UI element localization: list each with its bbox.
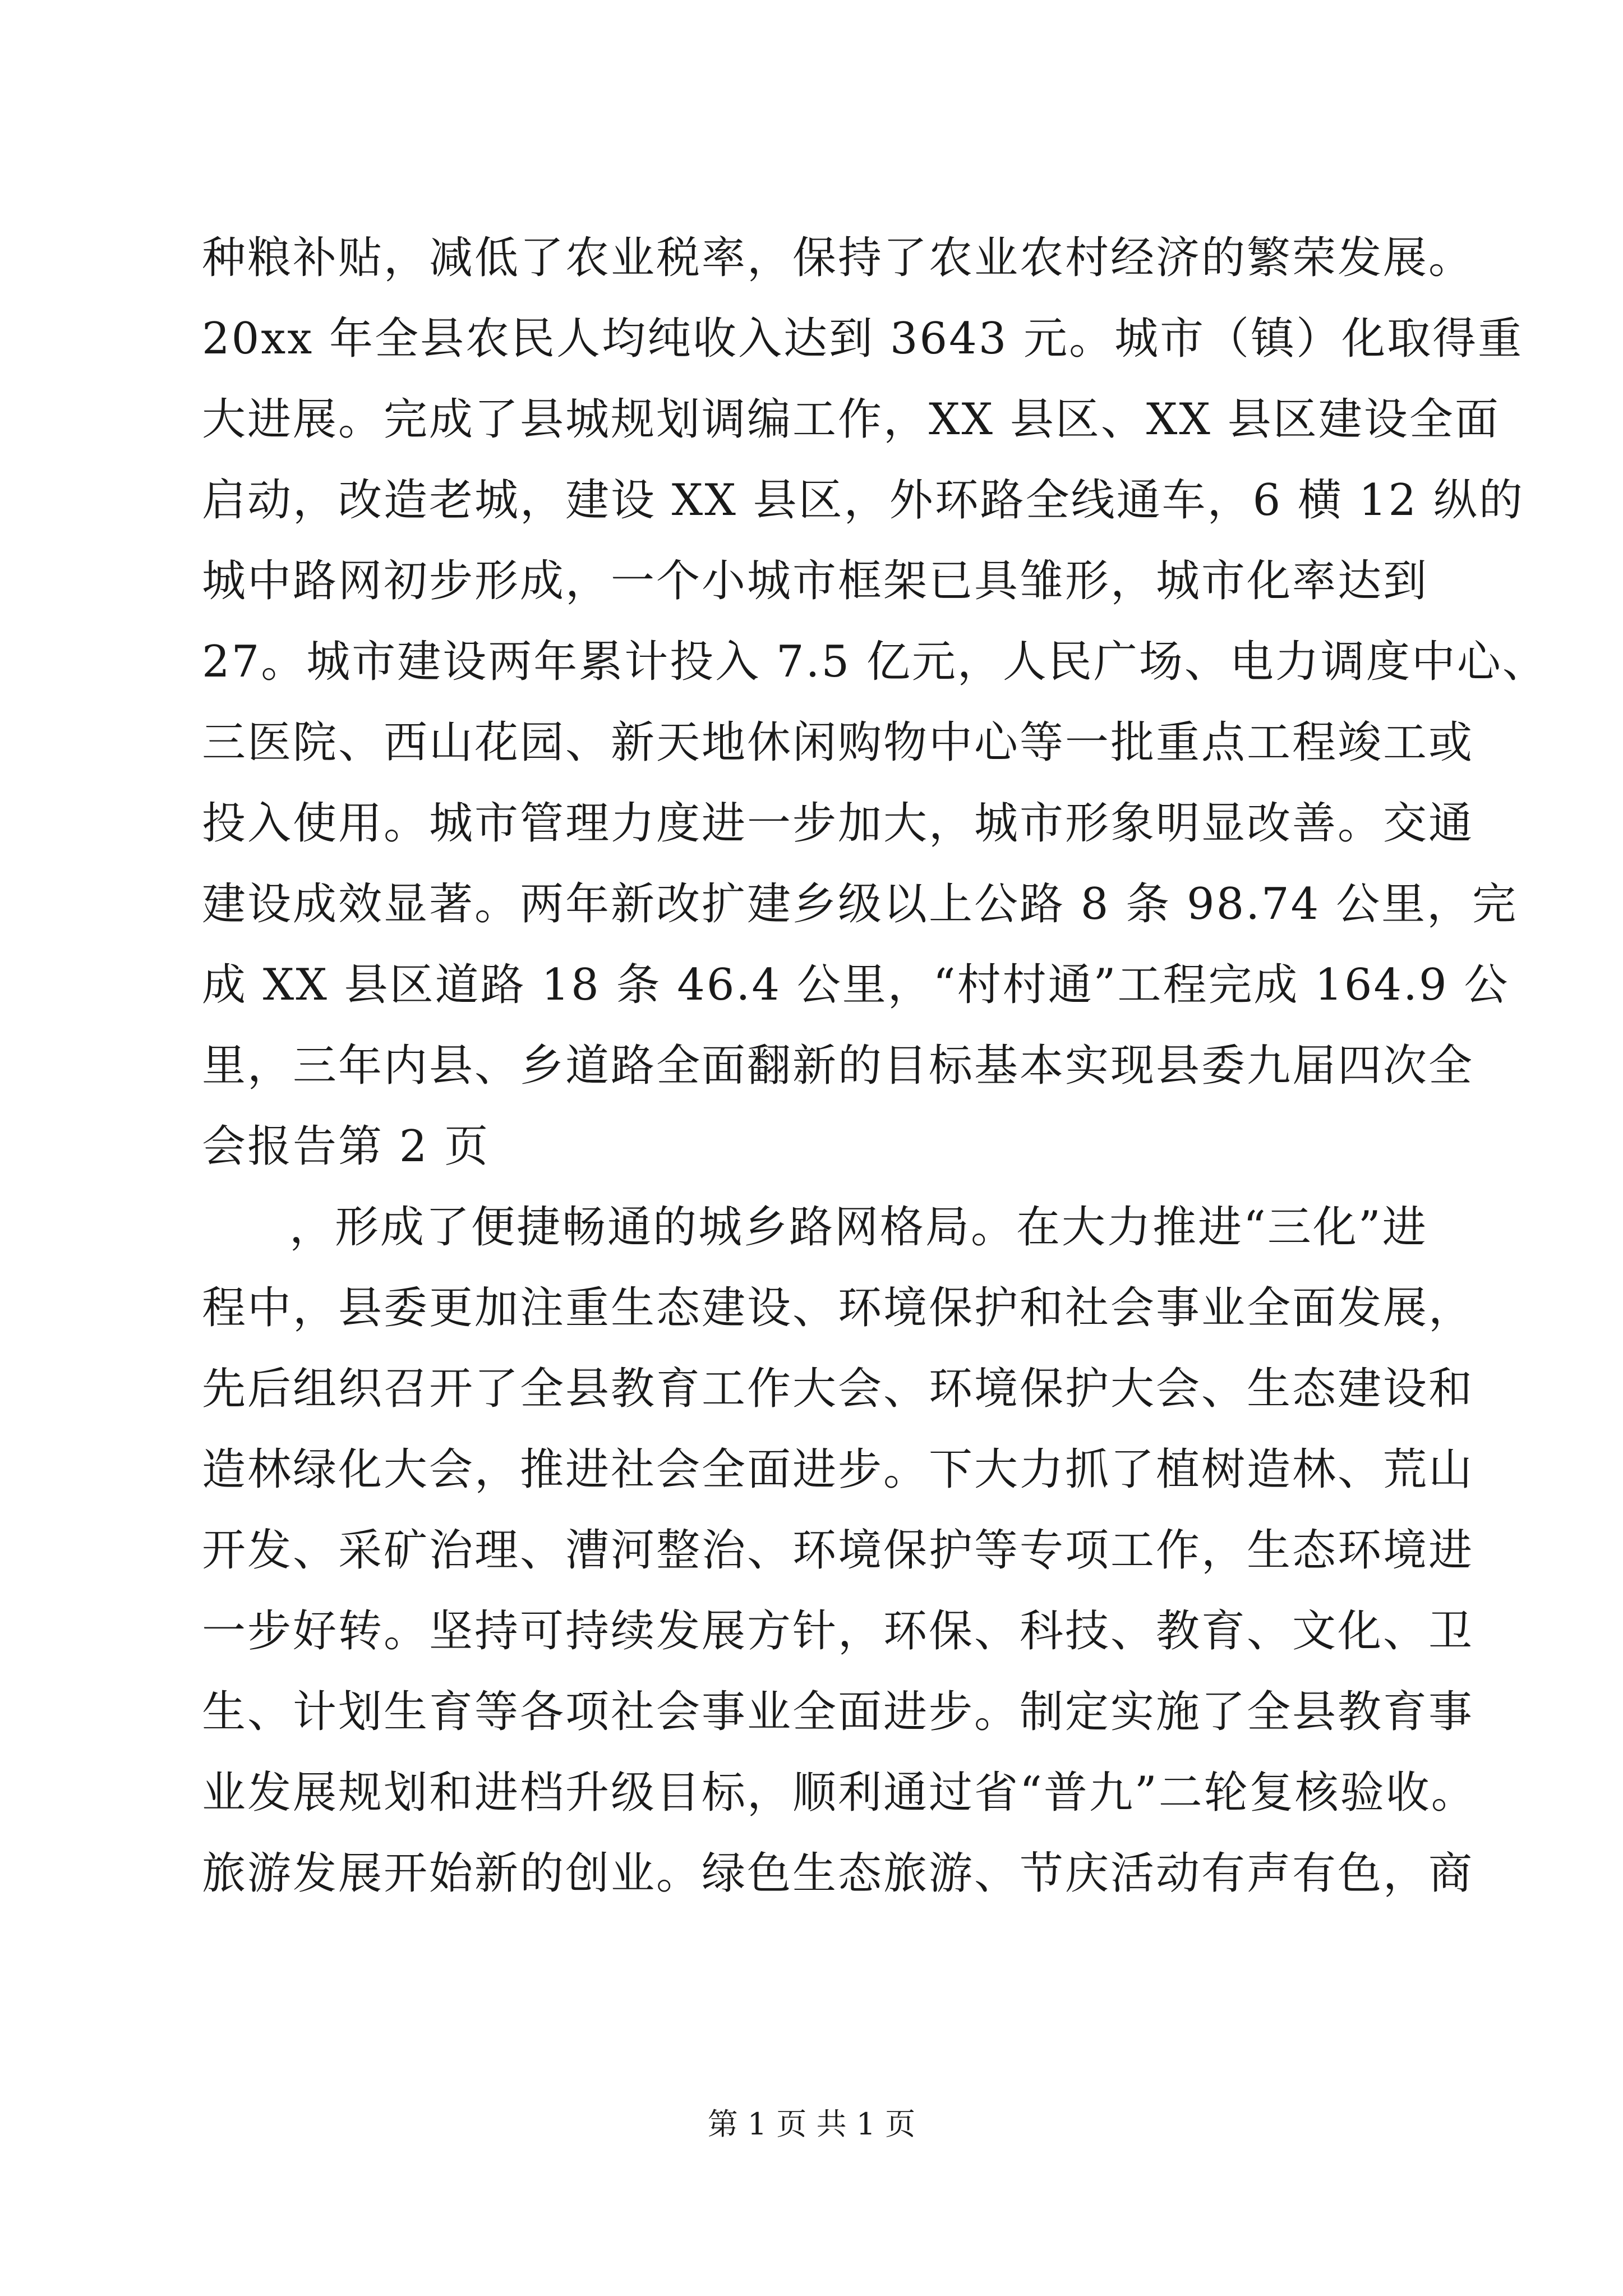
- paragraph-1-line-9: 建设成效显著。两年新改扩建乡级以上公路 8 条 98.74 公里，完: [202, 879, 1518, 930]
- paragraph-1-line-3: 大进展。完成了县城规划调编工作，XX 县区、XX 县区建设全面: [202, 394, 1500, 445]
- paragraph-1-line-10: 成 XX 县区道路 18 条 46.4 公里，“村村通”工程完成 164.9 公: [202, 960, 1510, 1010]
- paragraph-2-line-4: 造林绿化大会，推进社会全面进步。下大力抓了植树造林、荒山: [202, 1444, 1474, 1495]
- paragraph-2-line-9: 旅游发展开始新的创业。绿色生态旅游、节庆活动有声有色，商: [202, 1848, 1474, 1899]
- paragraph-2-line-2: 程中，县委更加注重生态建设、环境保护和社会事业全面发展，: [202, 1283, 1474, 1333]
- paragraph-2-line-5: 开发、采矿治理、漕河整治、环境保护等专项工作，生态环境进: [202, 1525, 1474, 1576]
- paragraph-1-line-8: 投入使用。城市管理力度进一步加大，城市形象明显改善。交通: [202, 798, 1474, 849]
- paragraph-2-line-6: 一步好转。坚持可持续发展方针，环保、科技、教育、文化、卫: [202, 1606, 1474, 1657]
- paragraph-2-line-7: 生、计划生育等各项社会事业全面进步。制定实施了全县教育事: [202, 1687, 1474, 1737]
- paragraph-1-line-7: 三医院、西山花园、新天地休闲购物中心等一批重点工程竣工或: [202, 717, 1474, 768]
- paragraph-1-line-1: 种粮补贴，减低了农业税率，保持了农业农村经济的繁荣发展。: [202, 233, 1474, 283]
- page-footer: 第 1 页 共 1 页: [707, 2106, 916, 2142]
- paragraph-2-line-1: ，形成了便捷畅通的城乡路网格局。在大力推进“三化”进: [289, 1202, 1428, 1253]
- paragraph-1-line-4: 启动，改造老城，建设 XX 县区，外环路全线通车，6 横 12 纵的: [202, 475, 1524, 526]
- paragraph-1-line-5: 城中路网初步形成，一个小城市框架已具雏形，城市化率达到: [202, 556, 1429, 606]
- paragraph-2-line-3: 先后组织召开了全县教育工作大会、环境保护大会、生态建设和: [202, 1364, 1474, 1414]
- paragraph-2-line-8: 业发展规划和进档升级目标，顺利通过省“普九”二轮复核验收。: [202, 1768, 1477, 1818]
- paragraph-1-line-2: 20xx 年全县农民人均纯收入达到 3643 元。城市（镇）化取得重: [202, 314, 1524, 364]
- paragraph-1-line-6: 27。城市建设两年累计投入 7.5 亿元，人民广场、电力调度中心、: [202, 637, 1548, 687]
- paragraph-1-line-12: 会报告第 2 页: [202, 1121, 490, 1172]
- paragraph-1-line-11: 里，三年内县、乡道路全面翻新的目标基本实现县委九届四次全: [202, 1041, 1474, 1091]
